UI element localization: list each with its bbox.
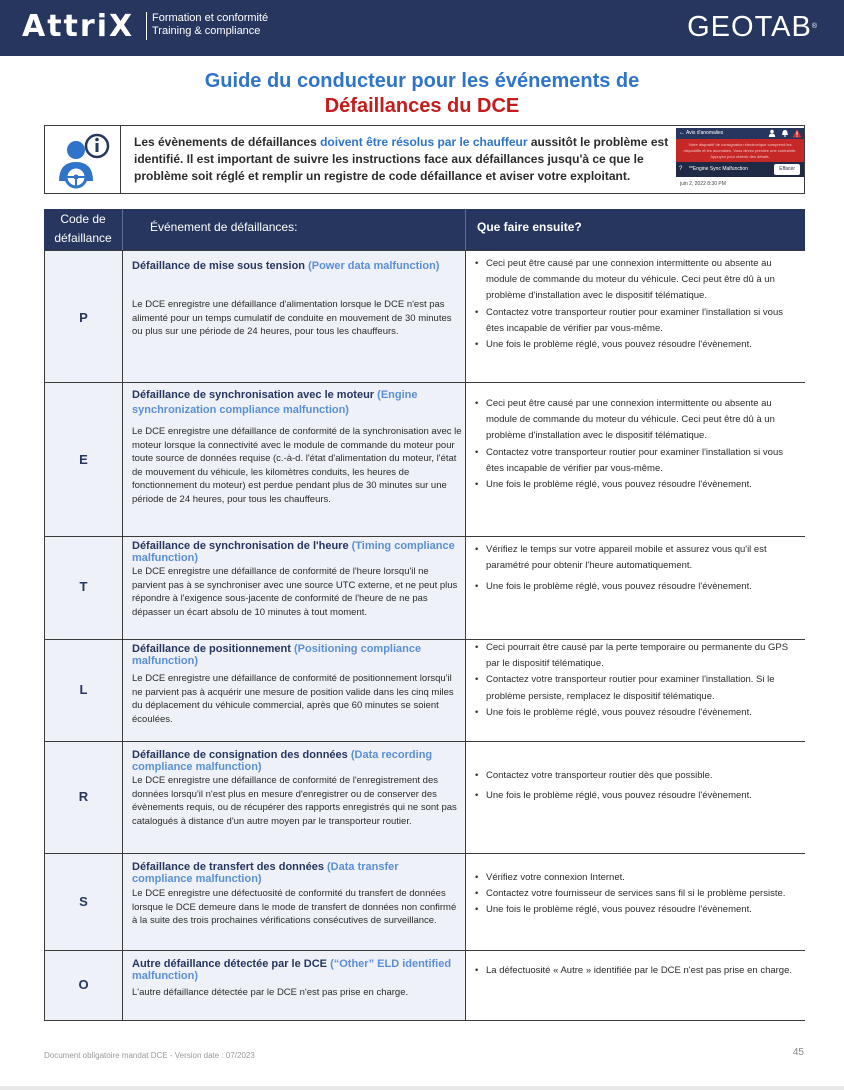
code-letter: E bbox=[79, 452, 88, 467]
todo-item: • Contactez votre transporteur routier pour examiner l'installation si vous êtes incapable de vérifier par vous-même. bbox=[474, 445, 800, 477]
page-title-line2: Défaillances du DCE bbox=[324, 95, 520, 117]
todo-item: • La défectuosité « Autre » identifiée par le DCE n'est pas prise en charge. bbox=[474, 963, 800, 979]
eld-screen-alert: Votre dispositif de consignation électronique comprend les dispositifs et les anomalies. Vous devez prendre une contrainte. Appuyez pour obtenir des détails. bbox=[676, 139, 804, 162]
help-icon: ? bbox=[679, 166, 683, 172]
event-title bbox=[132, 958, 462, 982]
header-code: Code de défaillance bbox=[54, 212, 112, 245]
event-title bbox=[132, 643, 462, 667]
todo-list bbox=[474, 963, 800, 979]
event-cell bbox=[123, 951, 466, 1020]
event-cell bbox=[123, 537, 466, 639]
todo-cell bbox=[466, 742, 805, 853]
table-row bbox=[44, 951, 805, 1021]
todo-list bbox=[474, 396, 800, 493]
event-description: Le DCE enregistre une défectuosité de conformité du transfert de données lorsque le DCE demeure dans le mode de transfert de données non confirmé à la suite des trois prochaines vérifications consécutives de surveillance. bbox=[132, 888, 457, 926]
header-divider bbox=[465, 209, 466, 250]
event-title-fr: Défaillance de synchronisation avec le moteur bbox=[132, 389, 378, 401]
user-icon bbox=[768, 129, 776, 137]
todo-item: • Ceci peut être causé par une connexion intermittente ou absente au module de commande du moteur du véhicule. Ceci peut être dû à un problème d'installation avec le dispositif télématique. bbox=[474, 256, 800, 305]
intro-icon-cell bbox=[45, 126, 121, 193]
event-description: Le DCE enregistre une défaillance d'alimentation lorsque le DCE n'est pas alimenté pour un temps cumulatif de conduite en mouvement de 30 minutes ou plus sur une période de 24 heures, pour tous les chauffeurs. bbox=[132, 299, 452, 337]
intro-text-start: Les évènements de défaillances bbox=[134, 135, 321, 149]
event-cell bbox=[123, 854, 466, 950]
eld-screen-illustration bbox=[675, 126, 805, 193]
event-description: Le DCE enregistre une défaillance de conformité de positionnement lorsqu'il ne parvient pas à acquérir une mesure de position valide dans les cinq miles du déplacement du véhicule commercial, après que 60 minutes se soient écoulées. bbox=[132, 673, 454, 725]
event-description: Le DCE enregistre une défaillance de conformité de la synchronisation avec le moteur lorsque la connectivité avec le module de commande du moteur pour toute source de données requise (c.-à-d. l'état d'alimentation du moteur, l'état de mouvement du véhicule, les kilomètres conduits, les heures de fonctionnement du moteur) est perdue pendant plus de 30 minutes sur une période de 24 heures, pour tous les chauffeurs. bbox=[132, 426, 462, 505]
eld-screen-clear-button: Effacer bbox=[774, 164, 800, 175]
event-title-en: (Data recording compliance malfunction) bbox=[132, 749, 433, 773]
todo-list bbox=[474, 542, 800, 596]
event-cell bbox=[123, 383, 466, 536]
code-letter: R bbox=[78, 789, 89, 804]
page-header bbox=[0, 0, 844, 56]
code-letter: T bbox=[79, 579, 88, 594]
todo-item: • Une fois le problème réglé, vous pouvez résoudre l'évènement. bbox=[474, 902, 800, 918]
eld-screen-bar bbox=[676, 128, 804, 139]
attrix-logo: AttriX bbox=[22, 9, 135, 44]
event-title-fr: Autre défaillance détectée par le DCE bbox=[132, 958, 331, 970]
geotab-logo bbox=[687, 10, 818, 44]
todo-item: • Ceci peut être causé par une connexion intermittente ou absente au module de commande du moteur du véhicule. Ceci peut être dû à un problème d'installation avec le dispositif télématique. bbox=[474, 396, 800, 445]
todo-item: • Contactez votre transporteur routier pour examiner l'installation si vous êtes incapable de vérifier par vous-même. bbox=[474, 305, 800, 337]
event-title bbox=[132, 861, 462, 885]
event-title-fr: Défaillance de mise sous tension bbox=[132, 260, 309, 272]
todo-list bbox=[474, 768, 800, 804]
back-arrow-icon: ← bbox=[679, 130, 685, 136]
page-number: 45 bbox=[792, 1047, 804, 1058]
logo-divider bbox=[146, 12, 147, 40]
code-cell bbox=[45, 854, 123, 950]
table-row bbox=[44, 742, 805, 854]
code-cell bbox=[45, 537, 123, 639]
todo-list bbox=[474, 870, 800, 919]
code-cell bbox=[45, 383, 123, 536]
event-title-en: (“Other” ELD identified malfunction) bbox=[132, 958, 452, 982]
event-description: Le DCE enregistre une défaillance de conformité de l'enregistrement des données lorsqu'il n'est plus en mesure d'enregistrer ou de conserver des évènements requis, ou de récupérer des rapports enregistrés qui ne sont pas catalogués à distance d'un autre moyen par le transporteur routier. bbox=[132, 775, 457, 827]
event-title-en: (Positioning compliance malfunction) bbox=[132, 643, 422, 667]
event-description: L'autre défaillance détectée par le DCE n'est pas prise en charge. bbox=[132, 987, 409, 998]
todo-list bbox=[474, 640, 800, 721]
todo-item: • Vérifiez votre connexion Internet. bbox=[474, 870, 800, 886]
todo-list bbox=[474, 256, 800, 353]
header-event: Événement de défaillances: bbox=[150, 220, 298, 234]
code-cell bbox=[45, 251, 123, 382]
todo-item: • Une fois le problème réglé, vous pouvez résoudre l'évènement. bbox=[474, 337, 800, 353]
table-row bbox=[44, 383, 805, 537]
geotab-wordmark: GEOTAB bbox=[687, 11, 812, 43]
event-title bbox=[132, 259, 462, 274]
event-cell bbox=[123, 251, 466, 382]
event-cell bbox=[123, 742, 466, 853]
event-cell bbox=[123, 640, 466, 741]
event-title bbox=[132, 540, 462, 564]
code-letter: L bbox=[79, 682, 88, 697]
table-header bbox=[44, 209, 805, 250]
code-letter: O bbox=[78, 977, 89, 992]
event-title-en: (Data transfer compliance malfunction) bbox=[132, 861, 399, 885]
page-title-line1: Guide du conducteur pour les événements de bbox=[204, 70, 640, 92]
code-cell bbox=[45, 742, 123, 853]
event-title-fr: Défaillance de transfert des données bbox=[132, 861, 328, 873]
tagline-en: Training & compliance bbox=[152, 25, 261, 37]
logo-tagline bbox=[152, 12, 268, 38]
todo-cell bbox=[466, 854, 805, 950]
table-row bbox=[44, 537, 805, 640]
event-title-fr: Défaillance de consignation des données bbox=[132, 749, 351, 761]
eld-screen-title: Avis d'anomalies bbox=[686, 130, 724, 136]
event-title-en: (Power data malfunction) bbox=[308, 260, 440, 272]
intro-box bbox=[44, 125, 805, 194]
page-bottom-edge bbox=[0, 1086, 844, 1090]
todo-item: • Une fois le problème réglé, vous pouvez résoudre l'évènement. bbox=[474, 579, 800, 595]
registered-mark: ® bbox=[811, 23, 818, 30]
todo-cell bbox=[466, 640, 805, 741]
table-row bbox=[44, 640, 805, 742]
eld-screen-malfunction-row bbox=[676, 162, 804, 177]
todo-cell bbox=[466, 251, 805, 382]
intro-text-end: aussitôt le problème est identifié. Il est important de suivre les instructions face aux défaillances jusqu'à ce que le problème soit réglé et remplir un registre de code défaillance et aviser votre exploitant. bbox=[134, 135, 669, 183]
eld-screen-row-label: **Engine Sync Malfunction bbox=[689, 166, 748, 172]
table-row bbox=[44, 854, 805, 951]
event-title bbox=[132, 749, 462, 773]
tagline-fr: Formation et conformité bbox=[152, 12, 269, 24]
table-row bbox=[44, 250, 805, 383]
header-divider bbox=[122, 209, 123, 250]
todo-item: • Une fois le problème réglé, vous pouvez résoudre l'évènement. bbox=[474, 477, 800, 493]
event-title-en: (Engine synchronization compliance malfunction) bbox=[132, 389, 418, 416]
event-title bbox=[132, 388, 462, 418]
todo-item: • Contactez votre transporteur routier pour examiner l'installation. Si le problème persiste, remplacez le dispositif télématique. bbox=[474, 672, 800, 704]
todo-item: • Contactez votre transporteur routier dès que possible. bbox=[474, 768, 800, 784]
footer-note: Document obligatoire mandat DCE - Version date : 07/2023 bbox=[44, 1051, 255, 1060]
intro-text-highlight: doivent être résolus par le chauffeur bbox=[320, 135, 528, 149]
code-cell bbox=[45, 951, 123, 1020]
code-letter: P bbox=[79, 310, 88, 325]
code-cell bbox=[45, 640, 123, 741]
todo-cell bbox=[466, 537, 805, 639]
todo-item: • Une fois le problème réglé, vous pouvez résoudre l'évènement. bbox=[474, 705, 800, 721]
todo-cell bbox=[466, 383, 805, 536]
intro-text bbox=[134, 134, 669, 185]
driver-info-icon bbox=[53, 131, 113, 189]
header-todo: Que faire ensuite? bbox=[477, 220, 582, 234]
event-title-fr: Défaillance de positionnement bbox=[132, 643, 294, 655]
todo-item: • Contactez votre fournisseur de services sans fil si le problème persiste. bbox=[474, 886, 800, 902]
warning-icon bbox=[792, 128, 802, 138]
todo-item: • Une fois le problème réglé, vous pouvez résoudre l'évènement. bbox=[474, 788, 800, 804]
event-description: Le DCE enregistre une défaillance de conformité de l'heure lorsqu'il ne parvient pas à se synchroniser avec une source UTC externe, et ne peut plus répondre à l'exigence sous-jacente de conformité de l'heure de ne pas dépasser un écart absolu de 10 minutes à tout moment. bbox=[132, 566, 458, 618]
eld-screen-date: juin 2, 2022 8:30 PM bbox=[680, 181, 726, 187]
todo-item: • Ceci pourrait être causé par la perte temporaire ou permanente du GPS par le dispositif télématique. bbox=[474, 640, 800, 672]
bell-icon bbox=[781, 129, 789, 137]
todo-cell bbox=[466, 951, 805, 1020]
code-letter: S bbox=[79, 894, 88, 909]
todo-item: • Vérifiez le temps sur votre appareil mobile et assurez vous qu'il est paramétré pour obtenir l'heure automatiquement. bbox=[474, 542, 800, 574]
event-title-fr: Défaillance de synchronisation de l'heure bbox=[132, 540, 352, 552]
event-title-en: (Timing compliance malfunction) bbox=[132, 540, 455, 564]
